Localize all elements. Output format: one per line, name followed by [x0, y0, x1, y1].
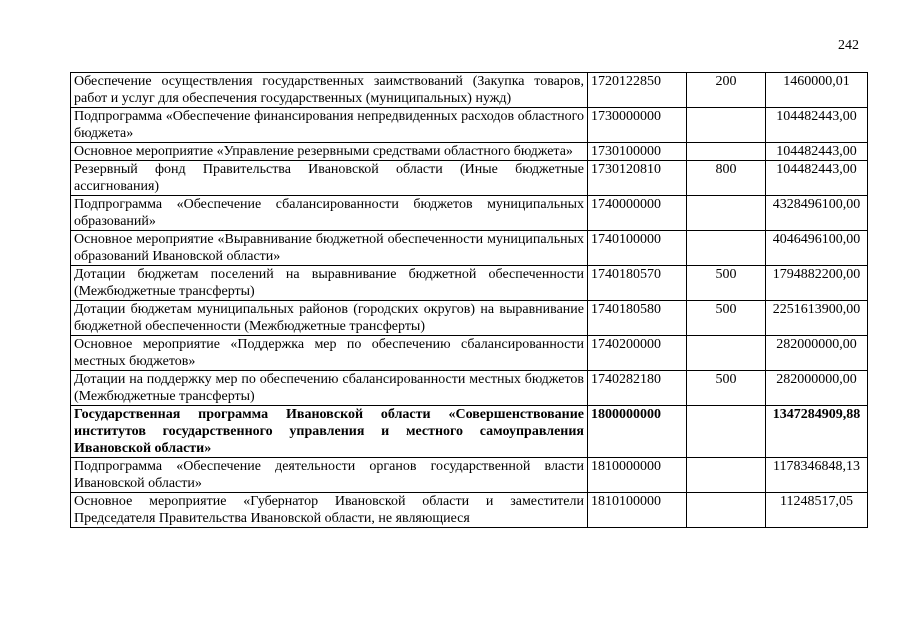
table-row — [71, 266, 868, 301]
row-type-cell — [687, 143, 766, 161]
row-type-cell — [687, 493, 766, 528]
row-code-cell: 1730000000 — [588, 108, 687, 143]
budget-table-body — [71, 73, 868, 528]
budget-table — [70, 72, 868, 528]
row-type-cell — [687, 196, 766, 231]
row-type-cell: 500 — [687, 371, 766, 406]
row-name-cell: Подпрограмма «Обеспечение финансирования непредвиденных расходов областного бюджета» — [71, 108, 588, 143]
table-row — [71, 301, 868, 336]
row-type-cell: 800 — [687, 161, 766, 196]
table-row — [71, 196, 868, 231]
table-row — [71, 143, 868, 161]
table-row — [71, 406, 868, 458]
row-sum-cell: 4328496100,00 — [766, 196, 868, 231]
row-sum-cell: 104482443,00 — [766, 108, 868, 143]
row-type-cell — [687, 108, 766, 143]
row-name-cell: Подпрограмма «Обеспечение сбалансированности бюджетов муниципальных образований» — [71, 196, 588, 231]
row-name-cell: Дотации на поддержку мер по обеспечению сбалансированности местных бюджетов (Межбюджетные трансферты) — [71, 371, 588, 406]
table-row — [71, 161, 868, 196]
row-sum-cell: 1347284909,88 — [766, 406, 868, 458]
page-number: 242 — [838, 38, 859, 53]
row-sum-cell: 1178346848,13 — [766, 458, 868, 493]
row-code-cell: 1720122850 — [588, 73, 687, 108]
row-code-cell: 1740282180 — [588, 371, 687, 406]
row-type-cell — [687, 458, 766, 493]
row-code-cell: 1800000000 — [588, 406, 687, 458]
row-name-cell: Государственная программа Ивановской области «Совершенствование институтов государственного управления и местного самоуправления Ивановской области» — [71, 406, 588, 458]
table-row — [71, 336, 868, 371]
row-name-cell: Дотации бюджетам поселений на выравнивание бюджетной обеспеченности (Межбюджетные трансферты) — [71, 266, 588, 301]
row-type-cell: 500 — [687, 301, 766, 336]
row-name-cell: Основное мероприятие «Управление резервными средствами областного бюджета» — [71, 143, 588, 161]
row-name-cell: Основное мероприятие «Губернатор Ивановской области и заместители Председателя Правительства Ивановской области, не являющиеся — [71, 493, 588, 528]
row-name-cell: Основное мероприятие «Выравнивание бюджетной обеспеченности муниципальных образований Ивановской области» — [71, 231, 588, 266]
table-row — [71, 231, 868, 266]
row-type-cell: 200 — [687, 73, 766, 108]
row-code-cell: 1810100000 — [588, 493, 687, 528]
row-name-cell: Основное мероприятие «Поддержка мер по обеспечению сбалансированности местных бюджетов» — [71, 336, 588, 371]
row-name-cell: Обеспечение осуществления государственных заимствований (Закупка товаров, работ и услуг для обеспечения государственных (муниципальных) нужд) — [71, 73, 588, 108]
row-sum-cell: 2251613900,00 — [766, 301, 868, 336]
table-row — [71, 371, 868, 406]
table-row — [71, 493, 868, 528]
row-sum-cell: 1794882200,00 — [766, 266, 868, 301]
row-type-cell — [687, 336, 766, 371]
row-sum-cell: 104482443,00 — [766, 161, 868, 196]
row-code-cell: 1740180580 — [588, 301, 687, 336]
row-type-cell: 500 — [687, 266, 766, 301]
row-sum-cell: 11248517,05 — [766, 493, 868, 528]
row-type-cell — [687, 406, 766, 458]
row-sum-cell: 1460000,01 — [766, 73, 868, 108]
row-code-cell: 1740000000 — [588, 196, 687, 231]
row-sum-cell: 104482443,00 — [766, 143, 868, 161]
row-code-cell: 1740180570 — [588, 266, 687, 301]
table-row — [71, 458, 868, 493]
row-sum-cell: 4046496100,00 — [766, 231, 868, 266]
row-code-cell: 1730100000 — [588, 143, 687, 161]
row-name-cell: Подпрограмма «Обеспечение деятельности органов государственной власти Ивановской области» — [71, 458, 588, 493]
row-name-cell: Дотации бюджетам муниципальных районов (городских округов) на выравнивание бюджетной обеспеченности (Межбюджетные трансферты) — [71, 301, 588, 336]
row-code-cell: 1730120810 — [588, 161, 687, 196]
row-code-cell: 1740200000 — [588, 336, 687, 371]
row-type-cell — [687, 231, 766, 266]
table-row — [71, 108, 868, 143]
row-sum-cell: 282000000,00 — [766, 371, 868, 406]
row-sum-cell: 282000000,00 — [766, 336, 868, 371]
row-name-cell: Резервный фонд Правительства Ивановской области (Иные бюджетные ассигнования) — [71, 161, 588, 196]
row-code-cell: 1740100000 — [588, 231, 687, 266]
row-code-cell: 1810000000 — [588, 458, 687, 493]
table-row — [71, 73, 868, 108]
